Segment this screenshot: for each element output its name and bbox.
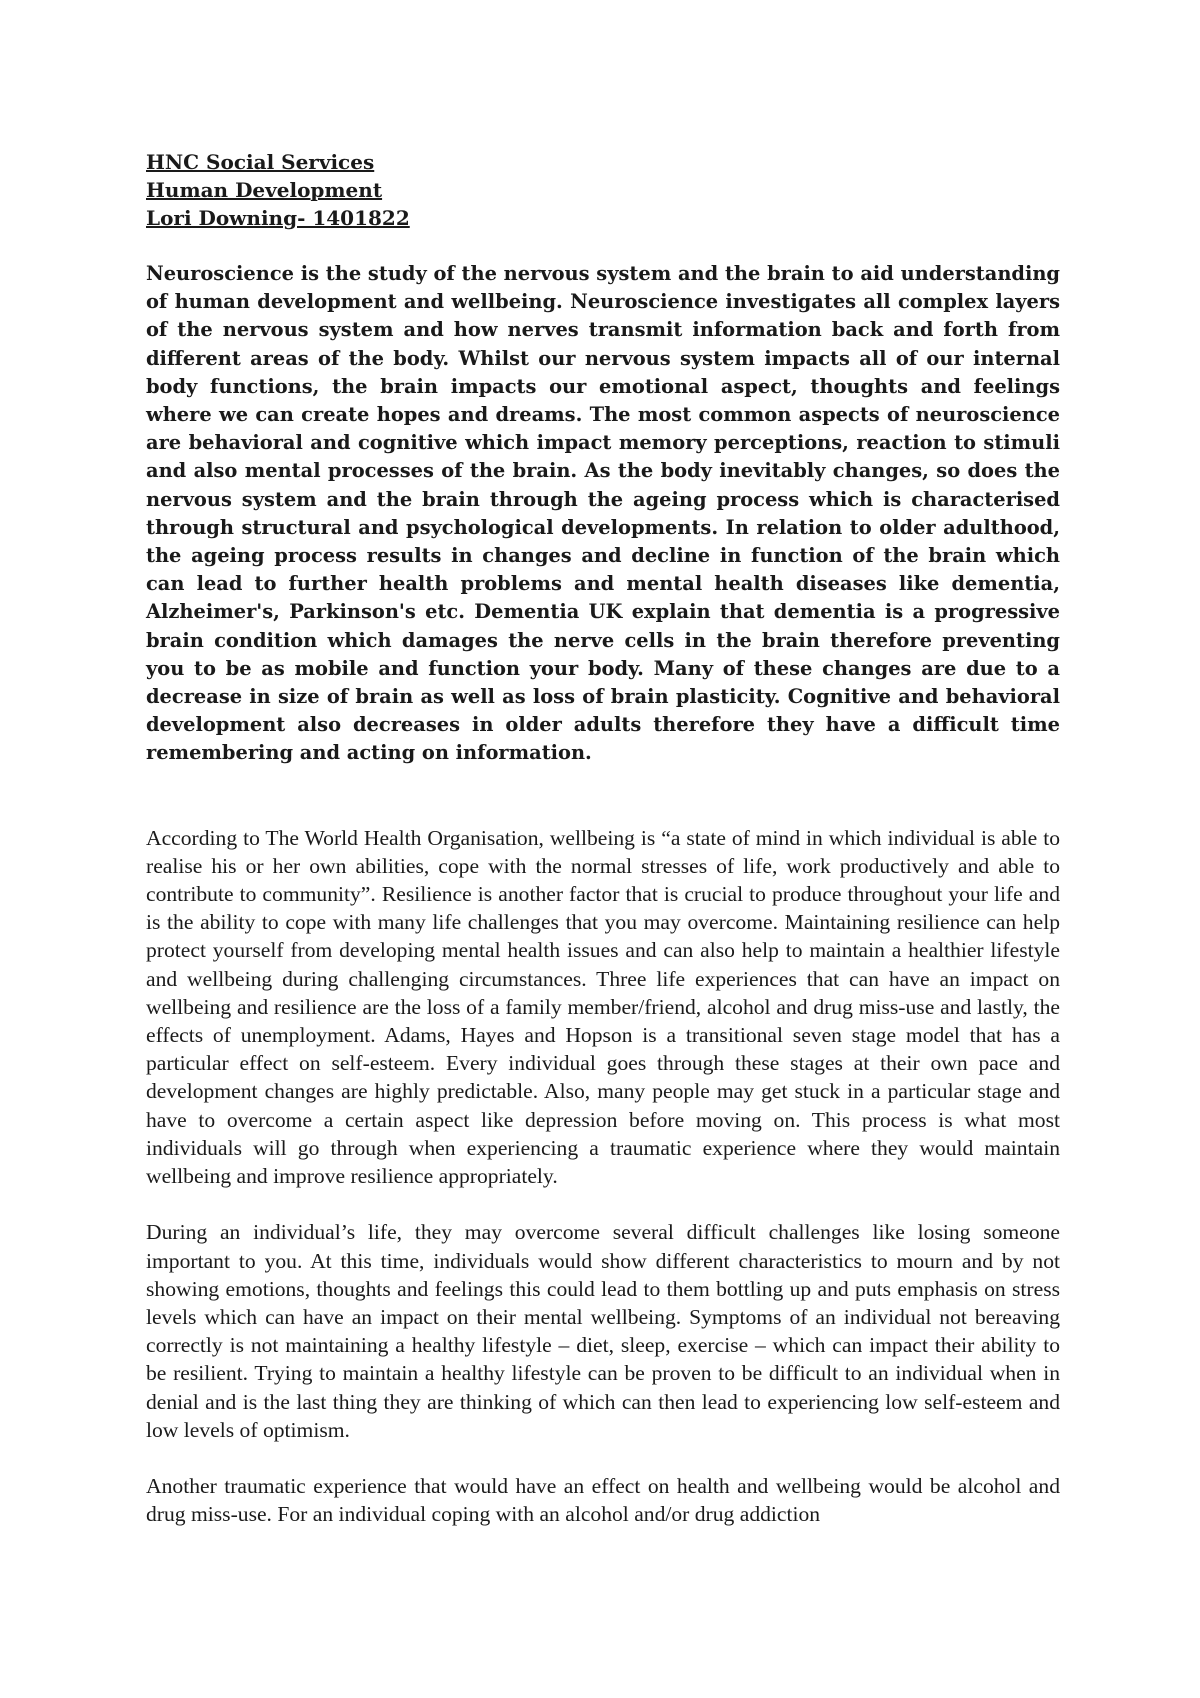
paragraph-neuroscience: Neuroscience is the study of the nervous system and the brain to aid understanding of human development and wellbeing. Neuroscience investigates all complex layers of the nervous system and how nerves transmit information back and forth from different areas of the body. Whilst our nervous system impacts all of our internal body functions, the brain impacts our emotional aspect, thoughts and feelings where we can create hopes and dreams. The most common aspects of neuroscience are behavioral and cognitive which impact memory perceptions, reaction to stimuli and also mental processes of the brain. As the body inevitably changes, so does the nervous system and the brain through the ageing process which is characterised through structural and psychological developments. In relation to older adulthood, the ageing process results in changes and decline in function of the brain which can lead to further health problems and mental health diseases like dementia, Alzheimer's, Parkinson's etc. Dementia UK explain that dementia is a progressive brain condition which damages the nerve cells in the brain therefore preventing you to be as mobile and function your body. Many of these changes are due to a decrease in size of brain as well as loss of brain plasticity. Cognitive and behavioral development also decreases in older adults therefore they have a difficult time remembering and acting on information. xyxy=(146,262,1060,765)
module-title: Human Development xyxy=(146,178,383,202)
document-content xyxy=(146,148,1060,1528)
course-title: HNC Social Services xyxy=(146,150,375,174)
paragraph-gap xyxy=(146,1444,1060,1472)
paragraph-alcohol-drugs: Another traumatic experience that would have an effect on health and wellbeing would be alcohol and drug miss-use. For an individual coping with an alcohol and/or drug addiction xyxy=(146,1473,1060,1527)
author-line: Lori Downing- 1401822 xyxy=(146,206,410,230)
paragraph-wellbeing: According to The World Health Organisation, wellbeing is “a state of mind in which individual is able to realise his or her own abilities, cope with the normal stresses of life, work productively and able to contribute to community”. Resilience is another factor that is crucial to produce throughout your life and is the ability to cope with many life challenges that you may overcome. Maintaining resilience can help protect yourself from developing mental health issues and can also help to maintain a healthier lifestyle and wellbeing during challenging circumstances. Three life experiences that can have an impact on wellbeing and resilience are the loss of a family member/friend, alcohol and drug miss-use and lastly, the effects of unemployment. Adams, Hayes and Hopson is a transitional seven stage model that has a particular effect on self-esteem. Every individual goes through these stages at their own pace and development changes are highly predictable. Also, many people may get stuck in a particular stage and have to overcome a certain aspect like depression before moving on. This process is what most individuals will go through when experiencing a traumatic experience where they would maintain wellbeing and improve resilience appropriately. xyxy=(146,825,1060,1189)
paragraph-gap xyxy=(146,1190,1060,1218)
section-gap xyxy=(146,768,1060,824)
document-header xyxy=(146,148,1060,232)
paragraph-bereavement: During an individual’s life, they may overcome several difficult challenges like losing someone important to you. At this time, individuals would show different characteristics to mourn and by not showing emotions, thoughts and feelings this could lead to them bottling up and puts emphasis on stress levels which can have an impact on their mental wellbeing. Symptoms of an individual not bereaving correctly is not maintaining a healthy lifestyle – diet, sleep, exercise – which can impact their ability to be resilient. Trying to maintain a healthy lifestyle can be proven to be difficult to an individual when in denial and is the last thing they are thinking of which can then lead to experiencing low self-esteem and low levels of optimism. xyxy=(146,1220,1060,1442)
